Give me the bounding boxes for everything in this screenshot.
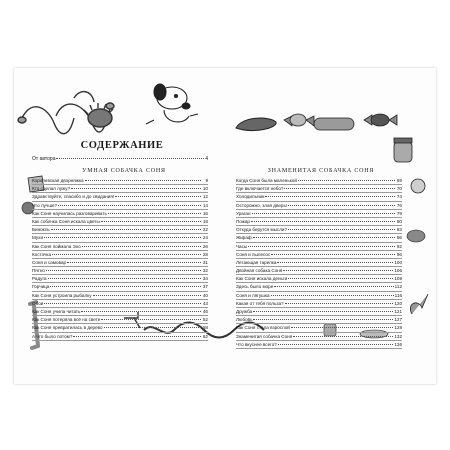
entry-page-number: 58 xyxy=(202,325,208,331)
leader-dots xyxy=(274,286,393,287)
entry-title: Любовь xyxy=(236,317,253,323)
guitar-illustration xyxy=(410,294,428,314)
leader-dots xyxy=(48,278,201,279)
contents-entry[interactable] xyxy=(236,210,402,218)
wrapped-candy-illustration xyxy=(364,114,397,126)
leader-dots xyxy=(285,303,394,304)
entry-page-number: 120 xyxy=(394,300,402,306)
entry-title: Дружба xyxy=(236,309,253,314)
leader-dots xyxy=(108,213,201,214)
contents-entry[interactable] xyxy=(32,259,208,267)
entry-page-number: 32 xyxy=(202,268,208,274)
leader-dots xyxy=(252,213,396,214)
entry-title: Соня и пылесос xyxy=(236,251,271,257)
entry-title: Что лучше? xyxy=(32,202,58,208)
entry-page-number: 109 xyxy=(394,276,402,282)
contents-title: СОДЕРЖАНИЕ xyxy=(80,140,164,151)
candy-illustration xyxy=(284,114,314,126)
leader-dots xyxy=(284,188,395,189)
leader-dots xyxy=(44,303,201,304)
entry-page-number: 86 xyxy=(396,235,402,241)
leader-dots xyxy=(253,319,393,320)
leader-dots xyxy=(288,205,395,206)
entry-title: Как Соня искала деньги xyxy=(236,276,288,282)
entry-title: Ураган xyxy=(236,210,251,216)
jar-illustration xyxy=(394,138,412,162)
entry-page-number: 79 xyxy=(396,210,402,216)
entry-title: Как Соня поймала Эхо xyxy=(32,243,81,249)
intro-label: От автора xyxy=(32,156,56,162)
leader-dots xyxy=(271,254,395,255)
leader-dots xyxy=(85,180,201,181)
entry-title: Здравствуйте, спасибо и до свидания! xyxy=(32,194,115,200)
entry-title: Как Соня потеряла всё на свете xyxy=(32,317,101,323)
entry-title: Как Соня стала взрослой xyxy=(236,325,290,331)
entry-page-number: 43 xyxy=(202,300,208,306)
leader-dots xyxy=(101,319,201,320)
leader-dots xyxy=(46,270,201,271)
contents-entry[interactable] xyxy=(32,185,208,193)
entry-page-number: 121 xyxy=(394,309,402,314)
entry-title: Здесь было море xyxy=(236,284,274,290)
entry-title: Летающая тарелка xyxy=(236,259,277,265)
entry-page-number: 116 xyxy=(394,292,402,298)
entry-title: Как Соня учила читать xyxy=(32,309,81,314)
contents-entry[interactable] xyxy=(32,243,208,251)
book-spread xyxy=(14,68,436,384)
contents-entry[interactable] xyxy=(236,333,402,341)
entry-title: Соня и лягушка xyxy=(236,292,270,298)
snake-hedgehog-illustration xyxy=(18,92,114,134)
leader-dots xyxy=(71,188,201,189)
entry-title: Часы xyxy=(236,243,248,249)
leader-dots xyxy=(288,229,395,230)
leader-dots xyxy=(298,180,395,181)
entry-title: Пятно xyxy=(32,268,45,274)
leader-dots xyxy=(81,311,201,312)
contents-entry[interactable] xyxy=(236,316,402,324)
contents-entry[interactable] xyxy=(32,177,208,185)
entry-page-number: 92 xyxy=(396,243,402,249)
entry-page-number: 46 xyxy=(202,309,208,314)
contents-entry[interactable] xyxy=(32,316,208,324)
entry-page-number: 22 xyxy=(202,227,208,233)
contents-list-left xyxy=(32,177,208,341)
contents-entry[interactable] xyxy=(32,267,208,275)
contents-entry[interactable] xyxy=(236,292,402,300)
contents-entry[interactable] xyxy=(32,333,208,341)
intro-entry[interactable] xyxy=(32,156,208,162)
entry-title: А что было потом? xyxy=(32,333,73,339)
leader-dots xyxy=(283,270,393,271)
leader-dots xyxy=(104,327,201,328)
entry-page-number: 31 xyxy=(202,259,208,265)
leader-dots xyxy=(56,158,204,159)
contents-entry[interactable] xyxy=(32,210,208,218)
entry-title: Пожар xyxy=(236,218,250,224)
entry-page-number: 9 xyxy=(205,178,208,183)
entry-page-number: 76 xyxy=(396,202,402,208)
contents-list-right xyxy=(236,177,402,349)
contents-entry[interactable] xyxy=(236,177,402,185)
contents-entry[interactable] xyxy=(236,267,402,275)
entry-page-number: 74 xyxy=(396,194,402,200)
slipper-illustration xyxy=(236,118,276,130)
contents-entry[interactable] xyxy=(236,259,402,267)
entry-page-number: 28 xyxy=(202,251,208,257)
leader-dots xyxy=(82,246,201,247)
entry-page-number: 26 xyxy=(202,243,208,249)
contents-entry[interactable] xyxy=(236,283,402,291)
leader-dots xyxy=(291,327,393,328)
contents-entry[interactable] xyxy=(32,202,208,210)
contents-entry[interactable] xyxy=(32,308,208,316)
entry-title: Какая от тебя польза? xyxy=(236,300,284,306)
entry-page-number: 136 xyxy=(394,341,402,347)
leader-dots xyxy=(44,237,201,238)
entry-title: Осторожно, злая дверь! xyxy=(236,202,288,208)
entry-page-number: 62 xyxy=(202,333,208,339)
entry-page-number: 34 xyxy=(202,276,208,282)
contents-entry[interactable] xyxy=(236,341,402,349)
contents-entry[interactable] xyxy=(32,300,208,308)
entry-title: Двойная собака Соня xyxy=(236,268,283,274)
leader-dots xyxy=(51,229,201,230)
leader-dots xyxy=(251,221,395,222)
glass-ball-illustration xyxy=(411,179,425,193)
contents-entry[interactable] xyxy=(32,234,208,242)
contents-entry[interactable] xyxy=(32,218,208,226)
contents-entry[interactable] xyxy=(32,226,208,234)
leader-dots xyxy=(93,295,202,296)
bread-illustration xyxy=(314,118,354,130)
entry-page-number: 37 xyxy=(202,284,208,290)
leader-dots xyxy=(253,311,393,312)
entry-title: Радуга xyxy=(32,276,47,282)
contents-entry[interactable] xyxy=(32,193,208,201)
leader-dots xyxy=(58,205,201,206)
section-title-right: ЗНАМЕНИТАЯ СОБАЧКА СОНЯ xyxy=(267,168,375,174)
entry-title: Косточка xyxy=(32,251,52,257)
leader-dots xyxy=(277,262,393,263)
entry-page-number: 83 xyxy=(396,227,402,233)
entry-title: Где включается небо? xyxy=(236,186,284,192)
contents-entry[interactable] xyxy=(32,251,208,259)
entry-title: Как Соня научилась разговаривать xyxy=(32,210,107,216)
contents-entry[interactable] xyxy=(236,308,402,316)
contents-entry[interactable] xyxy=(236,218,402,226)
entry-title: Жираф xyxy=(236,235,252,241)
entry-title: Холодильник xyxy=(236,194,265,200)
entry-page-number: 69 xyxy=(396,178,402,183)
intro-page-number: 4 xyxy=(205,156,208,162)
entry-page-number: 52 xyxy=(202,317,208,323)
leader-dots xyxy=(52,254,201,255)
entry-title: Как Соня превратилась в дерево xyxy=(32,325,103,331)
contents-entry[interactable] xyxy=(32,283,208,291)
leader-dots xyxy=(253,237,395,238)
entry-title: Кто сделал лужу? xyxy=(32,186,71,192)
leader-dots xyxy=(73,336,201,337)
entry-title: Королевская дворняжка xyxy=(32,178,84,183)
contents-entry[interactable] xyxy=(32,275,208,283)
entry-title: Обои xyxy=(32,300,44,306)
entry-title: Бинокль xyxy=(32,227,50,233)
entry-page-number: 40 xyxy=(202,292,208,298)
contents-entry[interactable] xyxy=(32,292,208,300)
entry-page-number: 128 xyxy=(394,325,402,331)
entry-page-number: 12 xyxy=(202,194,208,200)
entry-title: Мухи xyxy=(32,235,44,241)
entry-title: Откуда берутся мысли? xyxy=(236,227,287,233)
entry-title: Что вкуснее всего? xyxy=(236,341,277,347)
contents-entry[interactable] xyxy=(32,324,208,332)
leader-dots xyxy=(288,278,393,279)
contents-entry[interactable] xyxy=(236,251,402,259)
entry-title: Когда Соня была маленькой xyxy=(236,178,297,183)
section-title-left: УМНАЯ СОБАЧКА СОНЯ xyxy=(82,168,166,174)
entry-page-number: 96 xyxy=(396,251,402,257)
entry-page-number: 80 xyxy=(396,218,402,224)
leader-dots xyxy=(293,336,393,337)
contents-entry[interactable] xyxy=(236,300,402,308)
leader-dots xyxy=(50,286,201,287)
entry-page-number: 18 xyxy=(202,218,208,224)
contents-entry[interactable] xyxy=(236,185,402,193)
entry-title: Как собачка Соня искала цветы xyxy=(32,218,100,224)
leader-dots xyxy=(101,221,201,222)
entry-title: Горчица xyxy=(32,284,50,290)
entry-title: Как Соня устроила рыбалку xyxy=(32,292,92,298)
leader-dots xyxy=(265,196,395,197)
contents-entry[interactable] xyxy=(236,202,402,210)
entry-page-number: 112 xyxy=(394,284,402,290)
entry-page-number: 10 xyxy=(202,186,208,192)
entry-title: Соня и самовар xyxy=(32,259,67,265)
contents-entry[interactable] xyxy=(236,226,402,234)
entry-page-number: 100 xyxy=(394,259,402,265)
contents-entry[interactable] xyxy=(236,275,402,283)
contents-entry[interactable] xyxy=(236,193,402,201)
entry-page-number: 106 xyxy=(394,268,402,274)
leader-dots xyxy=(115,196,201,197)
rock-illustration xyxy=(407,230,425,242)
entry-page-number: 24 xyxy=(202,235,208,241)
contents-entry[interactable] xyxy=(236,234,402,242)
entry-page-number: 14 xyxy=(202,202,208,208)
dog-illustration xyxy=(146,84,198,124)
entry-page-number: 132 xyxy=(394,333,402,339)
leader-dots xyxy=(278,344,393,345)
entry-page-number: 127 xyxy=(394,317,402,323)
contents-entry[interactable] xyxy=(236,324,402,332)
entry-page-number: 70 xyxy=(396,186,402,192)
leader-dots xyxy=(67,262,201,263)
contents-entry[interactable] xyxy=(236,243,402,251)
leader-dots xyxy=(271,295,394,296)
leader-dots xyxy=(248,246,395,247)
entry-page-number: 16 xyxy=(202,210,208,216)
entry-title: Знаменитая собачка Соня xyxy=(236,333,293,339)
